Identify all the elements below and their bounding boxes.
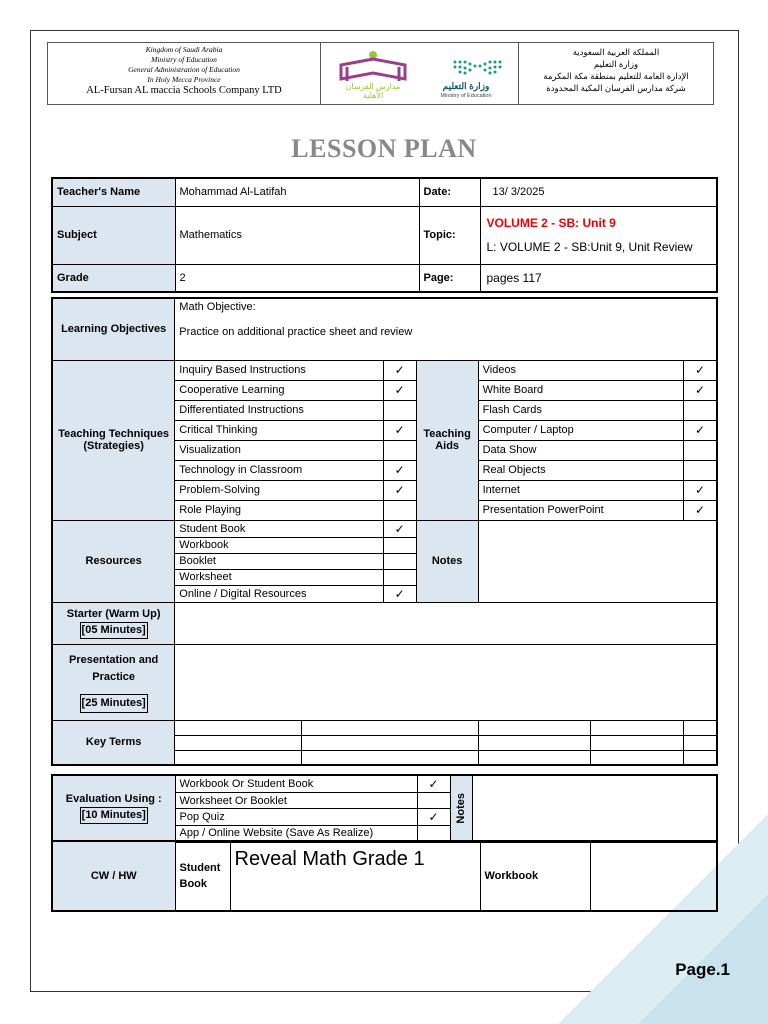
evaluation-time: [10 Minutes] xyxy=(80,807,148,824)
key-term-cell xyxy=(175,735,302,750)
workbook-label: Workbook xyxy=(480,841,590,911)
resources-notes-label: Notes xyxy=(416,520,478,602)
key-terms-label: Key Terms xyxy=(52,720,175,765)
header-line: In Holy Mecca Province xyxy=(147,75,221,84)
evaluation-item: Pop Quiz xyxy=(175,809,417,826)
ministry-logo xyxy=(449,56,509,78)
corner-decoration-inner xyxy=(638,894,768,1024)
page-label: Page: xyxy=(419,264,480,292)
subject-label: Subject xyxy=(52,206,175,264)
resource-check xyxy=(383,553,416,569)
letterhead xyxy=(47,42,714,105)
key-term-cell xyxy=(301,720,478,735)
date-value: 13/ 3/2025 xyxy=(480,178,717,206)
aid-item: Flash Cards xyxy=(478,400,683,420)
technique-item: Differentiated Instructions xyxy=(175,400,383,420)
aid-item: White Board xyxy=(478,380,683,400)
resource-item: Booklet xyxy=(175,553,383,569)
key-term-cell xyxy=(478,750,591,765)
resource-item: Student Book xyxy=(175,520,383,537)
header-line: Ministry of Education xyxy=(151,55,217,64)
aids-label-line: Teaching xyxy=(423,428,471,440)
technique-item: Problem-Solving xyxy=(175,480,383,500)
key-term-cell xyxy=(684,735,717,750)
evaluation-label xyxy=(52,775,175,842)
presentation-title: Practice xyxy=(92,670,136,683)
aid-item: Data Show xyxy=(478,440,683,460)
technique-item: Inquiry Based Instructions xyxy=(175,360,383,380)
technique-item: Visualization xyxy=(175,440,383,460)
lesson-info-table xyxy=(51,177,718,293)
resource-item: Workbook xyxy=(175,537,383,553)
header-line: General Administration of Education xyxy=(128,65,240,74)
evaluation-notes-label xyxy=(450,775,472,842)
key-term-cell xyxy=(301,750,478,765)
date-label: Date: xyxy=(419,178,480,206)
aids-label-line: Aids xyxy=(435,440,460,452)
evaluation-check: ✓ xyxy=(417,809,450,826)
resource-check xyxy=(383,569,416,585)
page-value: pages 117 xyxy=(480,264,717,292)
presentation-content xyxy=(175,644,717,720)
evaluation-table xyxy=(51,774,718,843)
teacher-label: Teacher's Name xyxy=(52,178,175,206)
student-book-label xyxy=(175,841,230,911)
aid-check: ✓ xyxy=(684,420,717,440)
technique-check xyxy=(383,500,416,520)
resource-item: Online / Digital Resources xyxy=(175,585,383,602)
evaluation-item: App / Online Website (Save As Realize) xyxy=(175,826,417,842)
key-term-cell xyxy=(478,720,591,735)
objective-text: Practice on additional practice sheet and review xyxy=(179,326,413,338)
technique-item: Role Playing xyxy=(175,500,383,520)
evaluation-check xyxy=(417,793,450,809)
aid-item: Presentation PowerPoint xyxy=(478,500,683,520)
aid-check xyxy=(684,440,717,460)
aid-check xyxy=(684,460,717,480)
aid-check: ✓ xyxy=(684,380,717,400)
key-term-cell xyxy=(478,735,591,750)
presentation-label xyxy=(52,644,175,720)
presentation-time: [25 Minutes] xyxy=(80,694,148,713)
aid-item: Real Objects xyxy=(478,460,683,480)
workbook-value xyxy=(590,841,717,911)
header-line-ar: شركة مدارس الفرسان المكية المحدودة xyxy=(546,83,686,93)
starter-time: [05 Minutes] xyxy=(80,622,148,639)
student-book-title: Reveal Math Grade 1 xyxy=(230,841,480,911)
aid-item: Computer / Laptop xyxy=(478,420,683,440)
student-book-label-line: Student xyxy=(179,862,221,874)
techniques-label xyxy=(52,360,175,520)
objectives-label: Learning Objectives xyxy=(52,298,175,360)
key-term-cell xyxy=(591,720,684,735)
page-number: Page.1 xyxy=(675,960,730,979)
letterhead-english xyxy=(48,43,321,104)
resources-label: Resources xyxy=(52,520,175,602)
aids-label xyxy=(416,360,478,520)
technique-check: ✓ xyxy=(383,480,416,500)
grade-value: 2 xyxy=(175,264,419,292)
aid-check xyxy=(684,400,717,420)
key-term-cell xyxy=(684,720,717,735)
aid-check: ✓ xyxy=(684,360,717,380)
student-book-label-line: Book xyxy=(179,878,207,890)
ministry-logo-english: Ministry of Education xyxy=(440,93,492,99)
key-term-cell xyxy=(684,750,717,765)
aid-check: ✓ xyxy=(684,500,717,520)
ministry-logo-arabic: وزارة التعليم xyxy=(442,81,490,91)
evaluation-item: Worksheet Or Booklet xyxy=(175,793,417,809)
header-line: Kingdom of Saudi Arabia xyxy=(145,45,223,54)
evaluation-title: Evaluation Using : xyxy=(65,793,162,806)
cw-hw-label: CW / HW xyxy=(52,841,175,911)
key-term-cell xyxy=(591,750,684,765)
starter-content xyxy=(175,602,717,644)
resources-notes xyxy=(478,520,717,602)
presentation-title: Presentation and xyxy=(69,653,159,666)
techniques-label-line: Teaching Techniques xyxy=(58,428,170,440)
key-term-cell xyxy=(175,720,302,735)
cw-hw-table xyxy=(51,840,718,912)
topic-volume: VOLUME 2 - SB: Unit 9 xyxy=(486,216,616,230)
logos xyxy=(321,43,519,104)
aid-item: Videos xyxy=(478,360,683,380)
technique-check xyxy=(383,440,416,460)
topic-lesson: L: VOLUME 2 - SB:Unit 9, Unit Review xyxy=(486,240,693,254)
resource-check: ✓ xyxy=(383,520,416,537)
technique-item: Technology in Classroom xyxy=(175,460,383,480)
resource-item: Worksheet xyxy=(175,569,383,585)
header-line-ar: وزارة التعليم xyxy=(593,59,639,69)
grade-label: Grade xyxy=(52,264,175,292)
evaluation-notes xyxy=(472,775,717,842)
header-line-ar: الإدارة العامة للتعليم بمنطقة مكة المكرمة xyxy=(543,71,689,81)
technique-item: Critical Thinking xyxy=(175,420,383,440)
resource-check xyxy=(383,537,416,553)
teacher-name: Mohammad Al-Latifah xyxy=(175,178,419,206)
evaluation-item: Workbook Or Student Book xyxy=(175,775,417,793)
company-name: AL-Fursan AL maccia Schools Company LTD xyxy=(86,85,282,96)
letterhead-arabic xyxy=(519,43,713,104)
technique-check: ✓ xyxy=(383,420,416,440)
objective-title: Math Objective: xyxy=(179,301,256,313)
technique-check: ✓ xyxy=(383,460,416,480)
starter-label xyxy=(52,602,175,644)
techniques-label-line: (Strategies) xyxy=(83,440,144,452)
page-title: LESSON PLAN xyxy=(291,134,477,163)
topic-label: Topic: xyxy=(419,206,480,264)
lesson-plan-table xyxy=(51,297,718,766)
technique-item: Cooperative Learning xyxy=(175,380,383,400)
key-term-cell xyxy=(301,735,478,750)
technique-check: ✓ xyxy=(383,380,416,400)
starter-title: Starter (Warm Up) xyxy=(66,608,161,620)
aid-check: ✓ xyxy=(684,480,717,500)
header-line-ar: المملكة العربية السعودية xyxy=(572,47,660,57)
key-term-cell xyxy=(591,735,684,750)
key-term-cell xyxy=(175,750,302,765)
aid-item: Internet xyxy=(478,480,683,500)
resource-check: ✓ xyxy=(383,585,416,602)
evaluation-check: ✓ xyxy=(417,775,450,793)
technique-check: ✓ xyxy=(383,360,416,380)
school-logo-text: مدارس الفرسان الأهلية xyxy=(345,82,401,100)
evaluation-notes-text: Notes xyxy=(455,792,467,824)
subject-value: Mathematics xyxy=(175,206,419,264)
technique-check xyxy=(383,400,416,420)
